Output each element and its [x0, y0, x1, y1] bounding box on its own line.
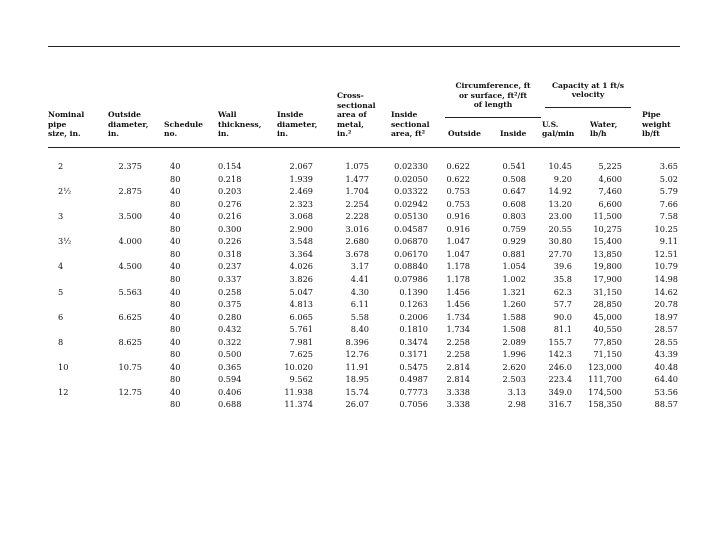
cell-wall-thickness: 0.365 [218, 361, 242, 372]
cell-circ-outside: 1.456 [446, 286, 470, 297]
cell-cross-sectional-area: 2.680 [345, 236, 369, 247]
cell-outside-diameter: 6.625 [118, 311, 142, 322]
cell-inside-sectional-area: 0.06170 [394, 248, 428, 259]
cell-wall-thickness: 0.337 [218, 273, 242, 284]
cell-circ-inside: 0.929 [502, 236, 526, 247]
cell-cap-us-gpm: 10.45 [548, 161, 572, 171]
cell-nominal-size: 6 [58, 311, 64, 322]
header-pipe-weight: Pipe weight lb/ft [642, 110, 671, 139]
cell-wall-thickness: 0.500 [218, 349, 242, 360]
cell-nominal-size: 4 [58, 261, 64, 272]
cell-outside-diameter: 3.500 [118, 211, 142, 222]
cell-pipe-weight: 18.97 [654, 311, 678, 322]
cell-inside-diameter: 2.323 [289, 198, 313, 209]
header-cap-us-gpm: U.S. gal/min [542, 119, 575, 139]
cell-nominal-size: 12 [58, 386, 69, 397]
cell-wall-thickness: 0.688 [218, 399, 242, 410]
cell-outside-diameter: 8.625 [118, 336, 142, 347]
cell-schedule: 40 [170, 211, 181, 222]
header-inside-diameter: Inside diameter, in. [277, 110, 318, 139]
table-row [48, 260, 680, 273]
cell-circ-outside: 2.814 [446, 361, 470, 372]
cell-nominal-size: 2 [58, 161, 64, 171]
cell-cross-sectional-area: 15.74 [345, 386, 369, 397]
cell-cap-us-gpm: 316.7 [548, 399, 572, 410]
cell-cap-water: 10,275 [593, 223, 622, 234]
cell-outside-diameter: 4.500 [118, 261, 142, 272]
cell-wall-thickness: 0.226 [218, 236, 242, 247]
cell-inside-diameter: 10.020 [284, 361, 313, 372]
cell-cap-water: 77,850 [593, 336, 622, 347]
cell-inside-sectional-area: 0.5475 [399, 361, 428, 372]
cell-circ-outside: 0.753 [446, 198, 470, 209]
table-row [48, 311, 680, 324]
cell-cap-water: 11,500 [593, 211, 622, 222]
cell-outside-diameter: 2.375 [118, 161, 142, 171]
cell-cross-sectional-area: 6.11 [350, 299, 369, 310]
cell-nominal-size: 5 [58, 286, 64, 297]
cell-pipe-weight: 14.98 [654, 273, 678, 284]
header-schedule: Schedule no. [164, 119, 204, 139]
pipe-data-table [48, 46, 680, 417]
cell-schedule: 40 [170, 186, 181, 197]
cell-inside-sectional-area: 0.06870 [394, 236, 428, 247]
cell-pipe-weight: 5.02 [659, 173, 678, 184]
cell-wall-thickness: 0.406 [218, 386, 242, 397]
cell-circ-inside: 1.260 [502, 299, 526, 310]
cell-cap-us-gpm: 27.70 [548, 248, 572, 259]
cell-schedule: 80 [170, 173, 181, 184]
cell-wall-thickness: 0.216 [218, 211, 242, 222]
table-row [48, 235, 680, 248]
cell-inside-sectional-area: 0.4987 [399, 374, 428, 385]
capacity-group-rule [545, 107, 631, 108]
cell-inside-diameter: 2.067 [289, 161, 313, 171]
cell-inside-sectional-area: 0.04587 [394, 223, 428, 234]
table-row [48, 373, 680, 386]
cell-outside-diameter: 12.75 [118, 386, 142, 397]
cell-circ-outside: 2.258 [446, 336, 470, 347]
cell-wall-thickness: 0.237 [218, 261, 242, 272]
cell-nominal-size: 8 [58, 336, 64, 347]
cell-cap-us-gpm: 155.7 [548, 336, 572, 347]
cell-cross-sectional-area: 3.678 [345, 248, 369, 259]
cell-pipe-weight: 28.55 [654, 336, 678, 347]
cell-circ-outside: 1.178 [446, 261, 470, 272]
cell-wall-thickness: 0.375 [218, 299, 242, 310]
cell-pipe-weight: 64.40 [654, 374, 678, 385]
cell-circ-outside: 2.814 [446, 374, 470, 385]
cell-pipe-weight: 20.78 [654, 299, 678, 310]
cell-cap-us-gpm: 39.6 [553, 261, 572, 272]
cell-cap-us-gpm: 13.20 [548, 198, 572, 209]
cell-cap-us-gpm: 223.4 [548, 374, 572, 385]
table-row [48, 210, 680, 223]
cell-circ-inside: 0.647 [502, 186, 526, 197]
cell-pipe-weight: 88.57 [654, 399, 678, 410]
header-outside-diameter: Outside diameter, in. [108, 110, 149, 139]
cell-inside-sectional-area: 0.02330 [394, 161, 428, 171]
cell-circ-outside: 3.338 [446, 399, 470, 410]
cell-schedule: 40 [170, 286, 181, 297]
cell-pipe-weight: 40.48 [654, 361, 678, 372]
cell-cross-sectional-area: 1.477 [345, 173, 369, 184]
cell-nominal-size: 3 [58, 211, 64, 222]
cell-cross-sectional-area: 2.228 [345, 211, 369, 222]
cell-circ-inside: 0.759 [502, 223, 526, 234]
cell-inside-diameter: 11.938 [284, 386, 313, 397]
cell-outside-diameter: 10.75 [118, 361, 142, 372]
header-circ-inside: Inside [500, 129, 527, 139]
cell-cap-water: 111,700 [588, 374, 622, 385]
cell-circ-outside: 0.622 [446, 161, 470, 171]
cell-circ-inside: 1.321 [502, 286, 526, 297]
cell-schedule: 80 [170, 223, 181, 234]
cell-cross-sectional-area: 18.95 [345, 374, 369, 385]
cell-cross-sectional-area: 4.30 [350, 286, 369, 297]
cell-circ-inside: 1.054 [502, 261, 526, 272]
cell-inside-diameter: 4.813 [289, 299, 313, 310]
cell-inside-diameter: 7.981 [289, 336, 313, 347]
cell-inside-diameter: 11.374 [284, 399, 313, 410]
cell-circ-inside: 0.803 [502, 211, 526, 222]
cell-cap-water: 174,500 [588, 386, 622, 397]
header-inside-sectional-area: Inside sectional area, ft² [391, 110, 430, 139]
cell-circ-inside: 1.002 [502, 273, 526, 284]
cell-circ-inside: 2.089 [502, 336, 526, 347]
cell-circ-inside: 2.98 [507, 399, 526, 410]
cell-circ-inside: 0.881 [502, 248, 526, 259]
cell-inside-sectional-area: 0.02942 [394, 198, 428, 209]
cell-circ-inside: 0.508 [502, 173, 526, 184]
circumference-group-rule [445, 117, 541, 118]
cell-inside-diameter: 4.026 [289, 261, 313, 272]
cell-inside-sectional-area: 0.07986 [394, 273, 428, 284]
cell-circ-outside: 3.338 [446, 386, 470, 397]
cell-wall-thickness: 0.300 [218, 223, 242, 234]
cell-inside-diameter: 2.900 [289, 223, 313, 234]
cell-wall-thickness: 0.276 [218, 198, 242, 209]
cell-wall-thickness: 0.322 [218, 336, 242, 347]
header-wall-thickness: Wall thickness, in. [218, 110, 262, 139]
cell-circ-outside: 0.916 [446, 223, 470, 234]
cell-inside-diameter: 7.625 [289, 349, 313, 360]
cell-cap-us-gpm: 23.00 [548, 211, 572, 222]
cell-inside-diameter: 3.068 [289, 211, 313, 222]
header-cross-sectional-area: Cross- sectional area of metal, in.² [337, 91, 376, 139]
cell-schedule: 80 [170, 349, 181, 360]
header-cap-water: Water, lb/h [590, 119, 618, 139]
cell-cap-us-gpm: 35.8 [553, 273, 572, 284]
cell-circ-inside: 2.503 [502, 374, 526, 385]
cell-circ-inside: 3.13 [507, 386, 526, 397]
cell-schedule: 40 [170, 311, 181, 322]
cell-circ-inside: 0.608 [502, 198, 526, 209]
cell-cap-water: 4,600 [598, 173, 622, 184]
cell-cap-water: 19,800 [593, 261, 622, 272]
cell-inside-diameter: 3.548 [289, 236, 313, 247]
cell-schedule: 80 [170, 248, 181, 259]
cell-circ-outside: 1.734 [446, 324, 470, 335]
table-row [48, 336, 680, 349]
cell-circ-inside: 1.508 [502, 324, 526, 335]
cell-circ-outside: 0.753 [446, 186, 470, 197]
cell-inside-diameter: 9.562 [289, 374, 313, 385]
cell-pipe-weight: 12.51 [654, 248, 678, 259]
cell-cross-sectional-area: 1.075 [345, 161, 369, 171]
cell-wall-thickness: 0.218 [218, 173, 242, 184]
cell-outside-diameter: 4.000 [118, 236, 142, 247]
cell-circ-outside: 1.178 [446, 273, 470, 284]
cell-cap-us-gpm: 81.1 [553, 324, 572, 335]
cell-circ-inside: 2.620 [502, 361, 526, 372]
cell-cap-us-gpm: 246.0 [548, 361, 572, 372]
cell-cap-water: 28,850 [593, 299, 622, 310]
cell-outside-diameter: 5.563 [118, 286, 142, 297]
table-header [48, 47, 680, 147]
cell-cap-us-gpm: 62.3 [553, 286, 572, 297]
cell-wall-thickness: 0.318 [218, 248, 242, 259]
cell-pipe-weight: 3.65 [659, 161, 678, 171]
cell-inside-sectional-area: 0.3474 [399, 336, 428, 347]
cell-circ-outside: 1.734 [446, 311, 470, 322]
cell-cross-sectional-area: 11.91 [345, 361, 369, 372]
cell-cap-water: 40,550 [593, 324, 622, 335]
table-row [48, 286, 680, 299]
cell-nominal-size: 2½ [58, 186, 72, 197]
table-body [48, 148, 680, 417]
table-row [48, 223, 680, 236]
cell-cross-sectional-area: 12.76 [345, 349, 369, 360]
cell-cap-water: 7,460 [598, 186, 622, 197]
cell-circ-outside: 1.047 [446, 248, 470, 259]
cell-pipe-weight: 28.57 [654, 324, 678, 335]
cell-inside-diameter: 2.469 [289, 186, 313, 197]
cell-outside-diameter: 2.875 [118, 186, 142, 197]
cell-inside-diameter: 3.364 [289, 248, 313, 259]
cell-inside-sectional-area: 0.3171 [399, 349, 428, 360]
cell-cross-sectional-area: 3.016 [345, 223, 369, 234]
cell-inside-sectional-area: 0.7056 [399, 399, 428, 410]
cell-cap-water: 15,400 [593, 236, 622, 247]
cell-cap-us-gpm: 9.20 [553, 173, 572, 184]
cell-inside-sectional-area: 0.1390 [399, 286, 428, 297]
cell-nominal-size: 3½ [58, 236, 72, 247]
cell-cross-sectional-area: 8.396 [345, 336, 369, 347]
cell-circ-outside: 1.047 [446, 236, 470, 247]
cell-cross-sectional-area: 2.254 [345, 198, 369, 209]
cell-schedule: 40 [170, 361, 181, 372]
cell-cap-water: 17,900 [593, 273, 622, 284]
cell-cap-water: 45,000 [593, 311, 622, 322]
cell-pipe-weight: 43.39 [654, 349, 678, 360]
table-row [48, 273, 680, 286]
cell-schedule: 80 [170, 299, 181, 310]
cell-inside-sectional-area: 0.02050 [394, 173, 428, 184]
cell-cap-water: 13,850 [593, 248, 622, 259]
header-circ-outside: Outside [448, 129, 481, 139]
cell-cross-sectional-area: 8.40 [350, 324, 369, 335]
cell-wall-thickness: 0.432 [218, 324, 242, 335]
cell-inside-diameter: 6.065 [289, 311, 313, 322]
cell-pipe-weight: 9.11 [659, 236, 678, 247]
header-capacity: Capacity at 1 ft/s velocity [551, 80, 625, 100]
cell-circ-inside: 1.996 [502, 349, 526, 360]
cell-nominal-size: 10 [58, 361, 69, 372]
cell-cap-us-gpm: 30.80 [548, 236, 572, 247]
cell-circ-outside: 2.258 [446, 349, 470, 360]
cell-pipe-weight: 7.66 [659, 198, 678, 209]
cell-schedule: 40 [170, 161, 181, 171]
cell-wall-thickness: 0.594 [218, 374, 242, 385]
cell-circ-outside: 0.622 [446, 173, 470, 184]
cell-inside-sectional-area: 0.1810 [399, 324, 428, 335]
header-nominal-size: Nominal pipe size, in. [48, 110, 85, 139]
cell-cross-sectional-area: 3.17 [350, 261, 369, 272]
cell-circ-inside: 1.588 [502, 311, 526, 322]
table-row [48, 348, 680, 361]
cell-cap-us-gpm: 90.0 [553, 311, 572, 322]
cell-inside-diameter: 1.939 [289, 173, 313, 184]
table-row [48, 361, 680, 374]
cell-cap-water: 158,350 [588, 399, 622, 410]
cell-cross-sectional-area: 4.41 [350, 273, 369, 284]
cell-circ-inside: 0.541 [502, 161, 526, 171]
cell-cap-water: 31,150 [593, 286, 622, 297]
cell-pipe-weight: 5.79 [659, 186, 678, 197]
cell-wall-thickness: 0.280 [218, 311, 242, 322]
cell-schedule: 40 [170, 336, 181, 347]
cell-schedule: 80 [170, 324, 181, 335]
cell-schedule: 80 [170, 198, 181, 209]
cell-schedule: 80 [170, 374, 181, 385]
cell-circ-outside: 1.456 [446, 299, 470, 310]
table-row [48, 386, 680, 399]
cell-inside-diameter: 5.047 [289, 286, 313, 297]
cell-pipe-weight: 7.58 [659, 211, 678, 222]
header-circumference: Circumference, ft or surface, ft²/ft of length [455, 81, 531, 110]
cell-cross-sectional-area: 26.07 [345, 399, 369, 410]
cell-cap-us-gpm: 14.92 [548, 186, 572, 197]
cell-inside-sectional-area: 0.2006 [399, 311, 428, 322]
table-row [48, 398, 680, 411]
cell-cap-water: 6,600 [598, 198, 622, 209]
cell-pipe-weight: 14.62 [654, 286, 678, 297]
table-row [48, 198, 680, 211]
cell-pipe-weight: 10.25 [654, 223, 678, 234]
table-row [48, 323, 680, 336]
cell-cap-water: 123,000 [588, 361, 622, 372]
cell-cap-water: 71,150 [593, 349, 622, 360]
cell-wall-thickness: 0.154 [218, 161, 242, 171]
cell-inside-diameter: 5.761 [289, 324, 313, 335]
cell-schedule: 80 [170, 399, 181, 410]
cell-cap-us-gpm: 349.0 [548, 386, 572, 397]
cell-pipe-weight: 53.56 [654, 386, 678, 397]
cell-inside-diameter: 3.826 [289, 273, 313, 284]
cell-cross-sectional-area: 5.58 [350, 311, 369, 322]
cell-inside-sectional-area: 0.05130 [394, 211, 428, 222]
cell-schedule: 40 [170, 236, 181, 247]
cell-wall-thickness: 0.203 [218, 186, 242, 197]
table-row [48, 185, 680, 198]
table-row [48, 298, 680, 311]
table-row [48, 160, 680, 173]
cell-cap-us-gpm: 57.7 [553, 299, 572, 310]
cell-schedule: 80 [170, 273, 181, 284]
cell-inside-sectional-area: 0.08840 [394, 261, 428, 272]
cell-pipe-weight: 10.79 [654, 261, 678, 272]
cell-cross-sectional-area: 1.704 [345, 186, 369, 197]
cell-wall-thickness: 0.258 [218, 286, 242, 297]
cell-cap-us-gpm: 142.3 [548, 349, 572, 360]
cell-inside-sectional-area: 0.7773 [399, 386, 428, 397]
cell-inside-sectional-area: 0.03322 [394, 186, 428, 197]
cell-schedule: 40 [170, 386, 181, 397]
cell-circ-outside: 0.916 [446, 211, 470, 222]
cell-inside-sectional-area: 0.1263 [399, 299, 428, 310]
cell-cap-water: 5,225 [598, 161, 622, 171]
cell-schedule: 40 [170, 261, 181, 272]
table-row [48, 248, 680, 261]
cell-cap-us-gpm: 20.55 [548, 223, 572, 234]
table-row [48, 173, 680, 186]
